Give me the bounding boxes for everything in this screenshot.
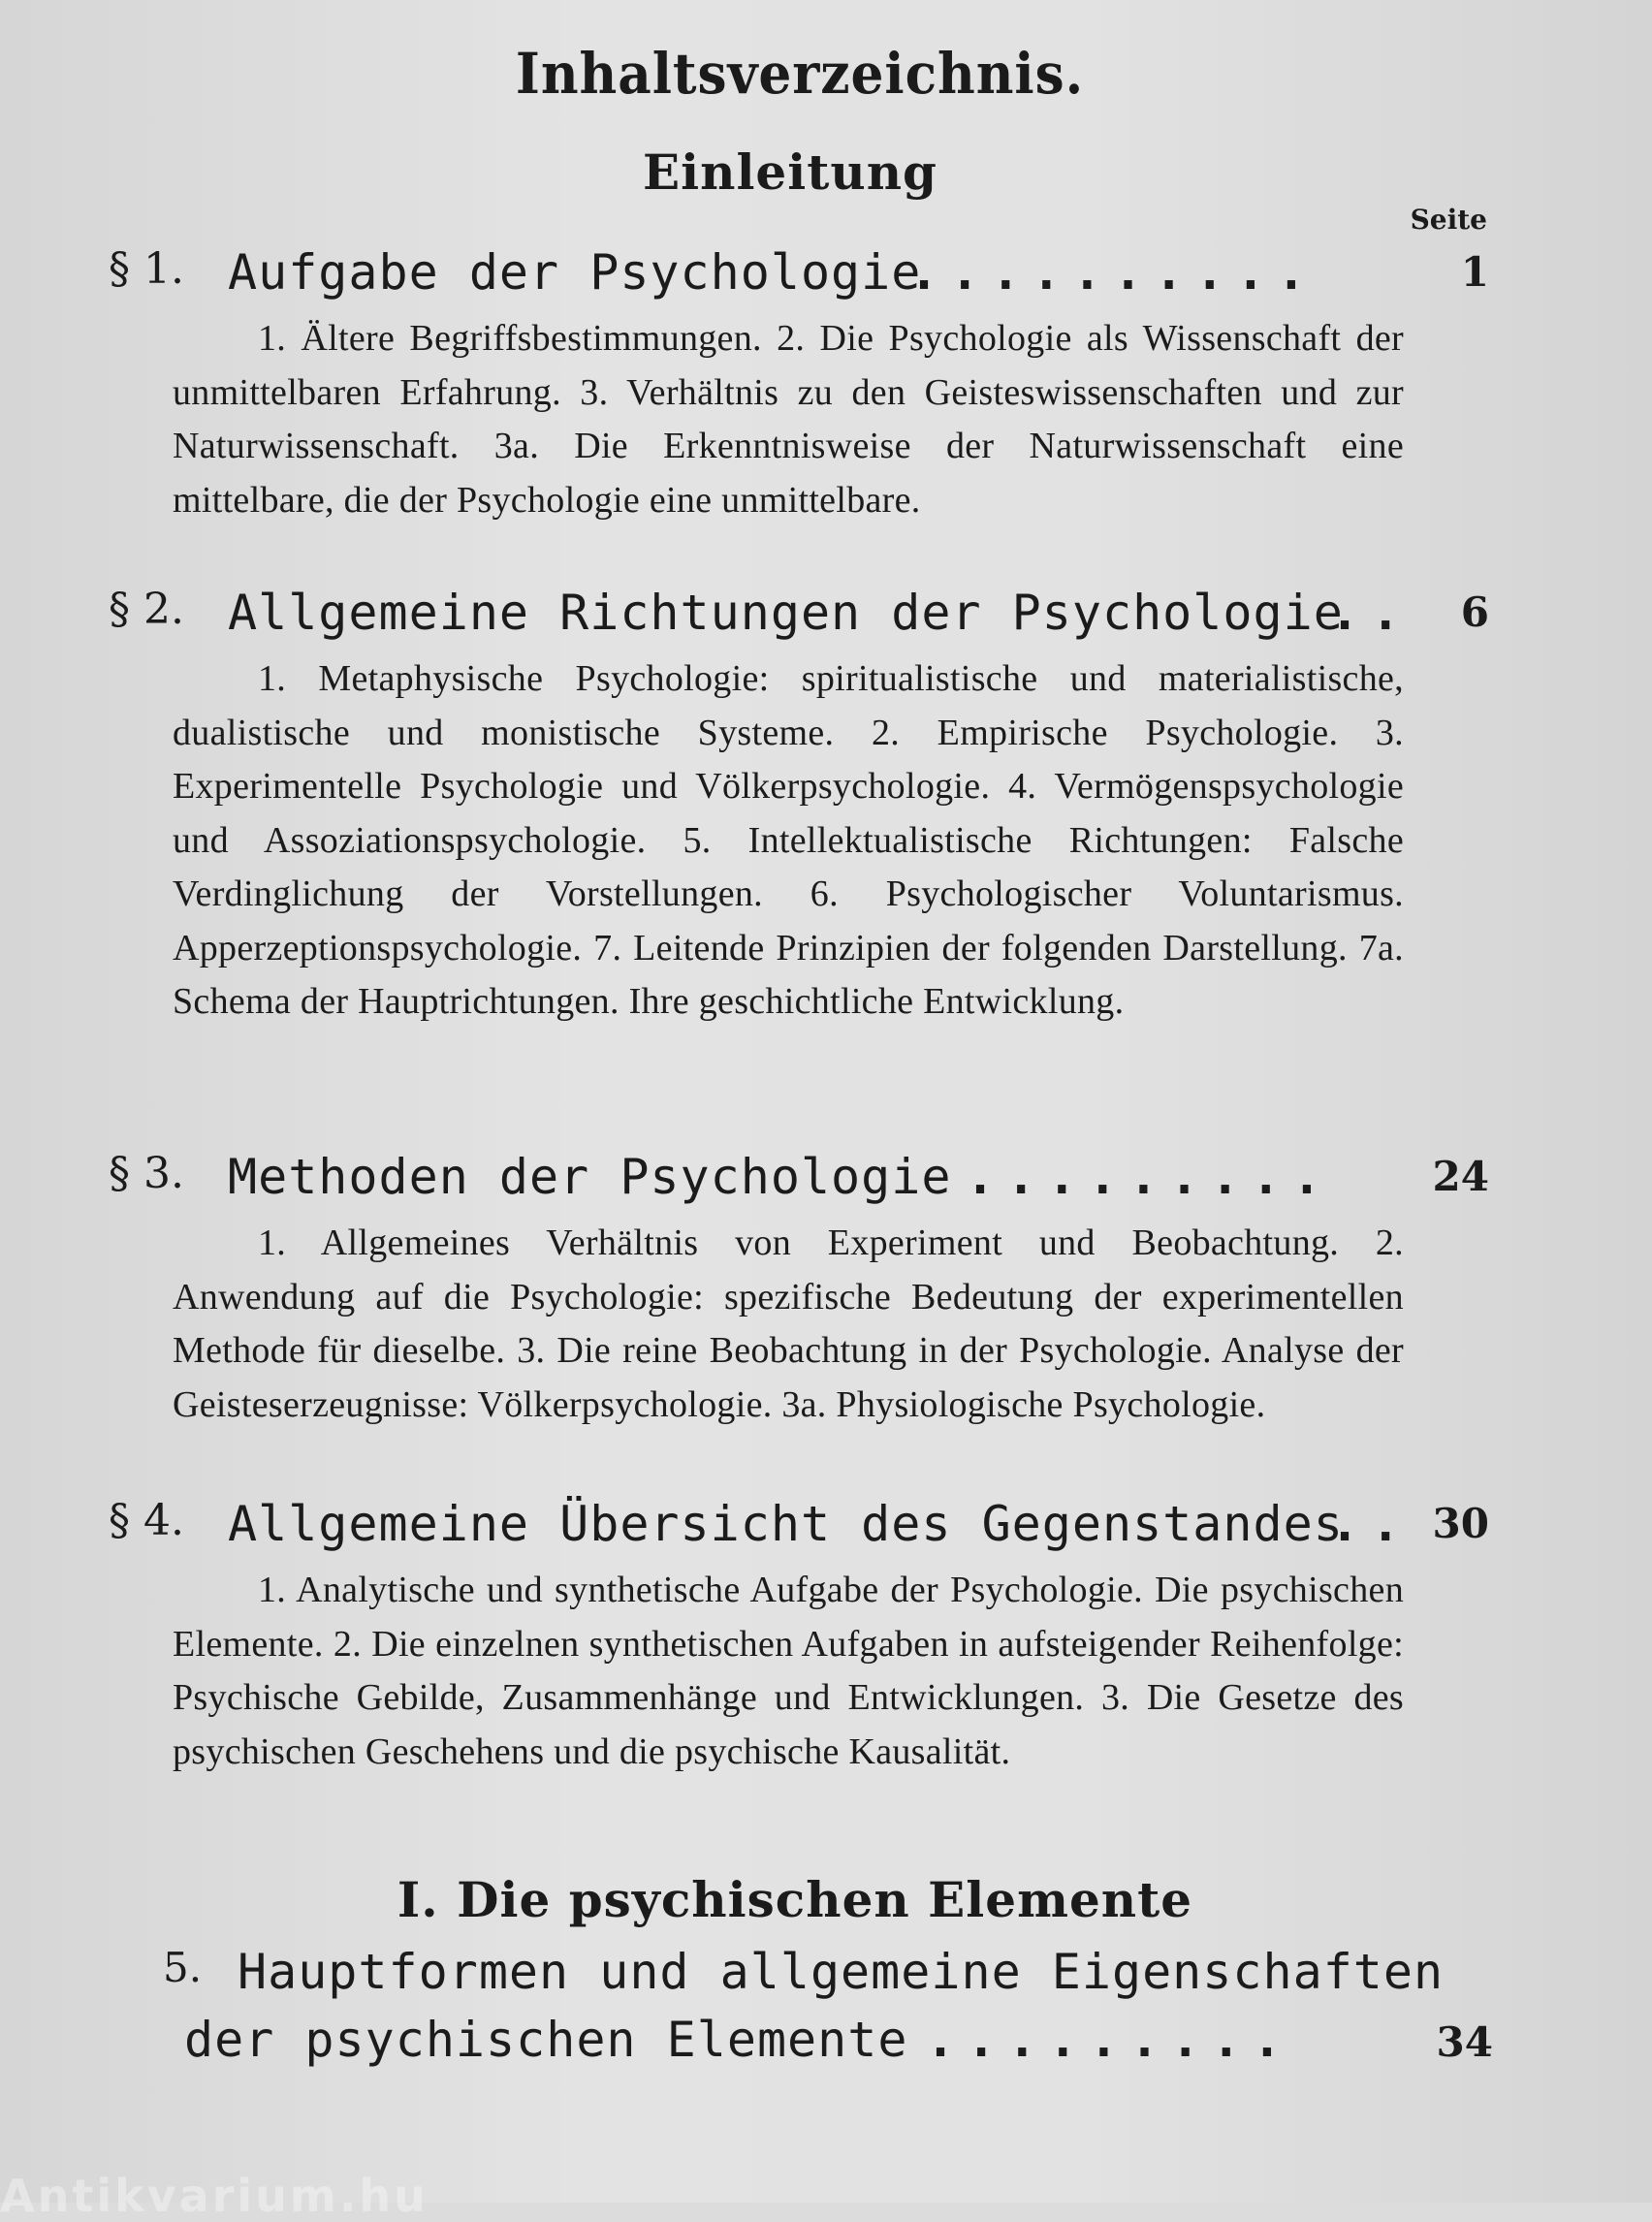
leader-dots: .. xyxy=(1330,585,1413,641)
entry-description: 1. Analytische und synthetische Aufgabe der Psychologie. Die psychischen Elemente. 2. Die einzelnen synthetischen Aufgaben in aufsteigender Reihenfolge: Psychische Gebilde, Zusammenhänge und Entwicklungen. 3. Die Gesetze des psychischen Geschehens und die psychische Kausalität. xyxy=(173,1570,1404,1772)
entry-title: Aufgabe der Psychologie xyxy=(228,244,922,301)
entry-title-line-1: Hauptformen und allgemeine Eigenschaften xyxy=(238,1944,1445,2000)
entry-number: 5. xyxy=(163,1944,203,1991)
entry-description: 1. Ältere Begriffsbestimmungen. 2. Die Psychologie als Wissenschaft der unmittelbaren Erfahrung. 3. Verhältnis zu den Geisteswissenschaften und zur Naturwissenschaft. 3a. Die Erkenntnisweise der Naturwissenschaft eine mittelbare, die der Psychologie eine unmittelbare. xyxy=(173,318,1404,521)
entry-number: § 4. xyxy=(109,1496,184,1545)
entry-page-number: 1 xyxy=(1460,248,1489,296)
entry-page-number: 34 xyxy=(1436,2018,1493,2066)
entry-number: § 1. xyxy=(109,244,184,294)
watermark: Antikvarium.hu xyxy=(0,2170,429,2222)
page-column-label: Seite xyxy=(1410,204,1487,236)
leader-dots: .. xyxy=(1330,1496,1413,1552)
entry-title: Allgemeine Richtungen der Psychologie xyxy=(228,585,1344,641)
entry-page-number: 6 xyxy=(1460,588,1489,636)
page-title: Inhaltsverzeichnis. xyxy=(515,41,1085,107)
toc-entry-2 xyxy=(0,585,1652,1030)
entry-title: Allgemeine Übersicht des Gegenstandes xyxy=(228,1496,1344,1552)
entry-number: § 2. xyxy=(109,585,184,634)
toc-entry-4 xyxy=(0,1496,1652,1779)
part-heading: I. Die psychischen Elemente xyxy=(397,1871,1193,1928)
entry-title: Methoden der Psychologie xyxy=(228,1149,952,1205)
entry-description: 1. Metaphysische Psychologie: spiritualistische und materialistische, dualistische und monistische Systeme. 2. Empirische Psychologie. 3. Experimentelle Psychologie und Völkerpsychologie. 4. Vermögenspsychologie und Assoziationspsychologie. 5. Intellektualistische Richtungen: Falsche Verdinglichung der Vorstellungen. 6. Psychologischer Voluntarismus. Apperzeptionspsychologie. 7. Leitende Prinzipien der folgenden Darstellung. 7a. Schema der Hauptrichtungen. Ihre geschichtliche Entwicklung. xyxy=(173,658,1404,1022)
entry-description: 1. Allgemeines Verhältnis von Experiment und Beobachtung. 2. Anwendung auf die Psychologie: spezifische Bedeutung der experimentellen Methode für dieselbe. 3. Die reine Beobachtung in der Psychologie. Analyse der Geisteserzeugnisse: Völkerpsychologie. 3a. Physiologische Psychologie. xyxy=(173,1222,1404,1425)
leader-dots: ......... xyxy=(966,1149,1333,1205)
section-heading-einleitung: Einleitung xyxy=(642,143,938,201)
entry-page-number: 24 xyxy=(1432,1153,1489,1200)
entry-title-line-2: der psychischen Elemente xyxy=(184,2012,908,2068)
entry-page-number: 30 xyxy=(1432,1500,1489,1547)
toc-entry-3 xyxy=(0,1149,1652,1432)
toc-entry-1 xyxy=(0,244,1652,527)
leader-dots: ......... xyxy=(926,2012,1293,2068)
entry-number: § 3. xyxy=(109,1149,184,1198)
leader-dots: .......... xyxy=(909,244,1318,301)
